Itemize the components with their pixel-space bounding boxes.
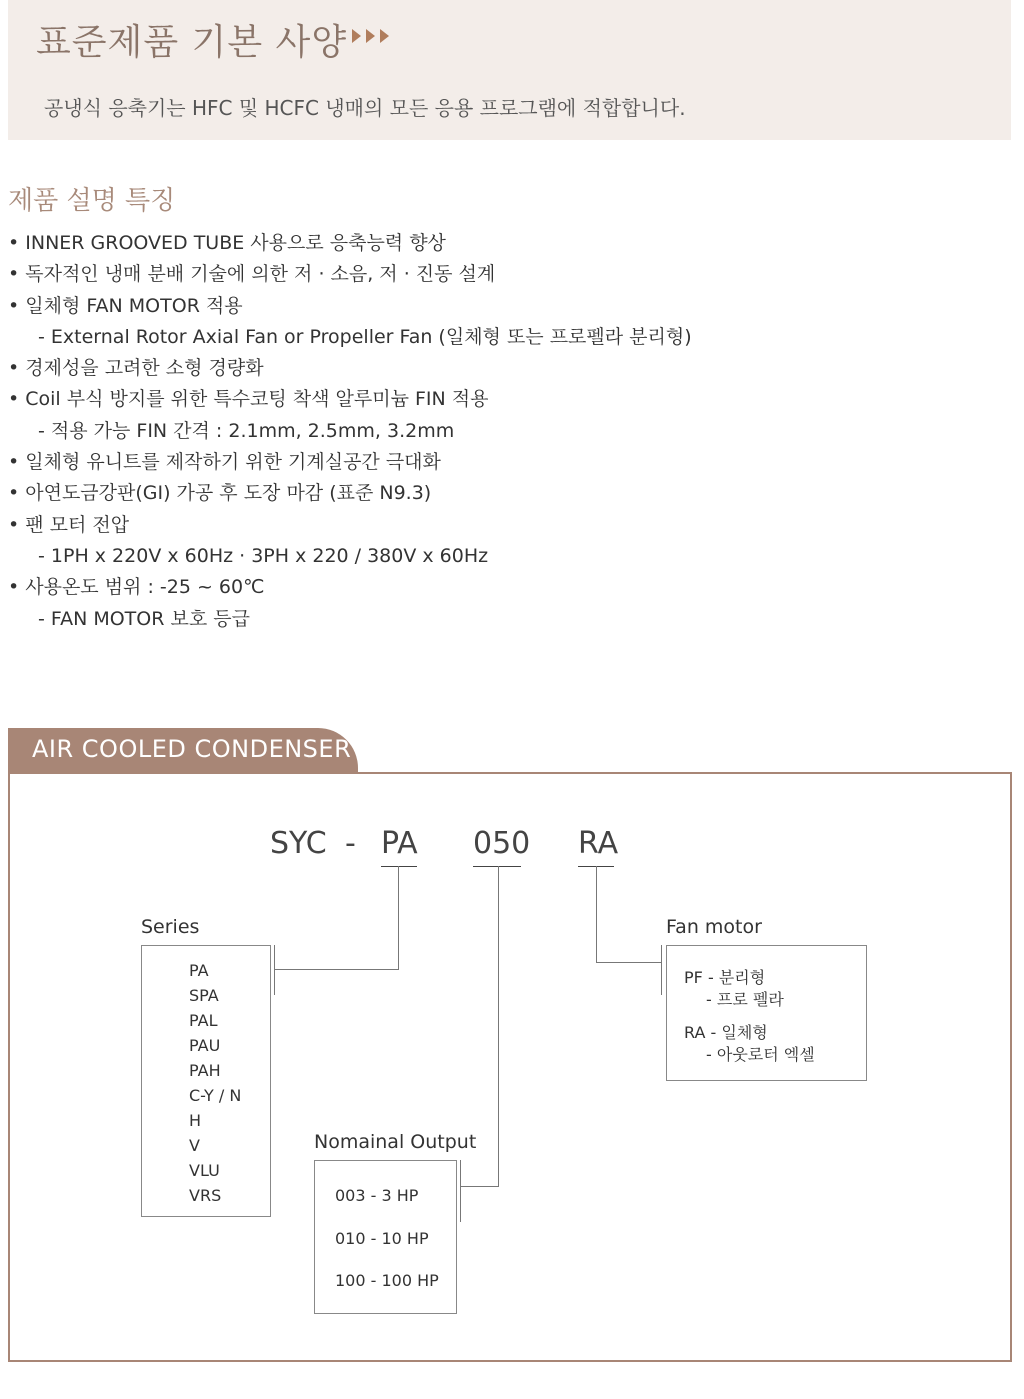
series-connector-horizontal bbox=[274, 969, 399, 970]
header-panel bbox=[8, 0, 1011, 140]
feature-item: • 일체형 FAN MOTOR 적용 bbox=[8, 294, 243, 317]
series-item: PAH bbox=[189, 1061, 221, 1080]
output-label: Nomainal Output bbox=[314, 1131, 477, 1153]
series-connector-bracket bbox=[274, 945, 275, 995]
condenser-tab bbox=[8, 728, 358, 772]
fan-motor-item: PF - 분리형 bbox=[684, 968, 766, 987]
features-title: 제품 설명 특징 bbox=[8, 186, 176, 216]
feature-list bbox=[8, 228, 692, 635]
output-connector-horizontal bbox=[460, 1186, 499, 1187]
output-connector-bracket bbox=[460, 1160, 461, 1222]
feature-item: • 독자적인 냉매 분배 기술에 의한 저 · 소음, 저 · 진동 설계 bbox=[8, 263, 496, 286]
feature-item: • 사용온도 범위 : -25 ~ 60℃ bbox=[8, 576, 265, 599]
feature-item: • INNER GROOVED TUBE 사용으로 응축능력 향상 bbox=[8, 232, 446, 254]
output-item: 010 - 10 HP bbox=[335, 1229, 429, 1248]
feature-item: • 경제성을 고려한 소형 경량화 bbox=[8, 357, 264, 380]
feature-item: • 아연도금강판(GI) 가공 후 도장 마감 (표준 N9.3) bbox=[8, 482, 432, 505]
series-item: VRS bbox=[189, 1186, 222, 1205]
feature-subitem: - 1PH x 220V x 60Hz · 3PH x 220 / 380V x 60Hz bbox=[38, 544, 489, 567]
series-connector-vertical bbox=[398, 866, 399, 969]
series-item: VLU bbox=[189, 1161, 220, 1180]
code-series: PA bbox=[381, 826, 418, 861]
feature-item: • Coil 부식 방지를 위한 특수코팅 착색 알루미늄 FIN 적용 bbox=[8, 388, 489, 411]
feature-subitem: - 적용 가능 FIN 간격 : 2.1mm, 2.5mm, 3.2mm bbox=[38, 419, 455, 442]
page-title: 표준제품 기본 사양 bbox=[36, 22, 348, 63]
code-motor: RA bbox=[578, 826, 619, 861]
code-output: 050 bbox=[473, 826, 531, 861]
series-item: PAL bbox=[189, 1011, 218, 1030]
code-dash: - bbox=[345, 826, 356, 861]
fan-motor-label: Fan motor bbox=[666, 916, 762, 938]
series-item: H bbox=[189, 1111, 202, 1130]
code-output-underline bbox=[473, 866, 521, 867]
feature-subitem: - FAN MOTOR 보호 등급 bbox=[38, 607, 250, 630]
output-item: 100 - 100 HP bbox=[335, 1271, 439, 1290]
series-item: PAU bbox=[189, 1036, 221, 1055]
page-subtitle: 공냉식 응축기는 HFC 및 HCFC 냉매의 모든 응용 프로그램에 적합합니다. bbox=[44, 96, 686, 120]
output-item: 003 - 3 HP bbox=[335, 1186, 419, 1205]
condenser-tab-label: AIR COOLED CONDENSER bbox=[32, 735, 352, 763]
motor-connector-vertical bbox=[596, 866, 597, 962]
series-item: PA bbox=[189, 961, 209, 980]
fan-motor-item: RA - 일체형 bbox=[684, 1023, 768, 1042]
series-box bbox=[141, 945, 271, 1217]
fan-motor-item: - 아웃로터 엑셀 bbox=[706, 1045, 815, 1064]
fan-motor-box bbox=[666, 945, 867, 1081]
motor-connector-horizontal bbox=[596, 962, 662, 963]
output-box bbox=[314, 1160, 457, 1314]
series-item: SPA bbox=[189, 986, 219, 1005]
fan-motor-item: - 프로 펠라 bbox=[706, 990, 784, 1009]
feature-subitem: - External Rotor Axial Fan or Propeller Fan (일체형 또는 프로펠라 분리형) bbox=[38, 325, 692, 348]
series-item: C-Y / N bbox=[189, 1086, 242, 1105]
feature-item: • 일체형 유니트를 제작하기 위한 기계실공간 극대화 bbox=[8, 451, 441, 474]
code-prefix: SYC bbox=[270, 826, 327, 861]
triple-arrow-icon bbox=[352, 28, 394, 48]
series-label: Series bbox=[141, 916, 200, 938]
series-item: V bbox=[189, 1136, 200, 1155]
motor-connector-bracket bbox=[661, 945, 662, 995]
feature-item: • 팬 모터 전압 bbox=[8, 513, 130, 536]
output-connector-vertical bbox=[498, 866, 499, 1186]
code-series-underline bbox=[381, 866, 417, 867]
